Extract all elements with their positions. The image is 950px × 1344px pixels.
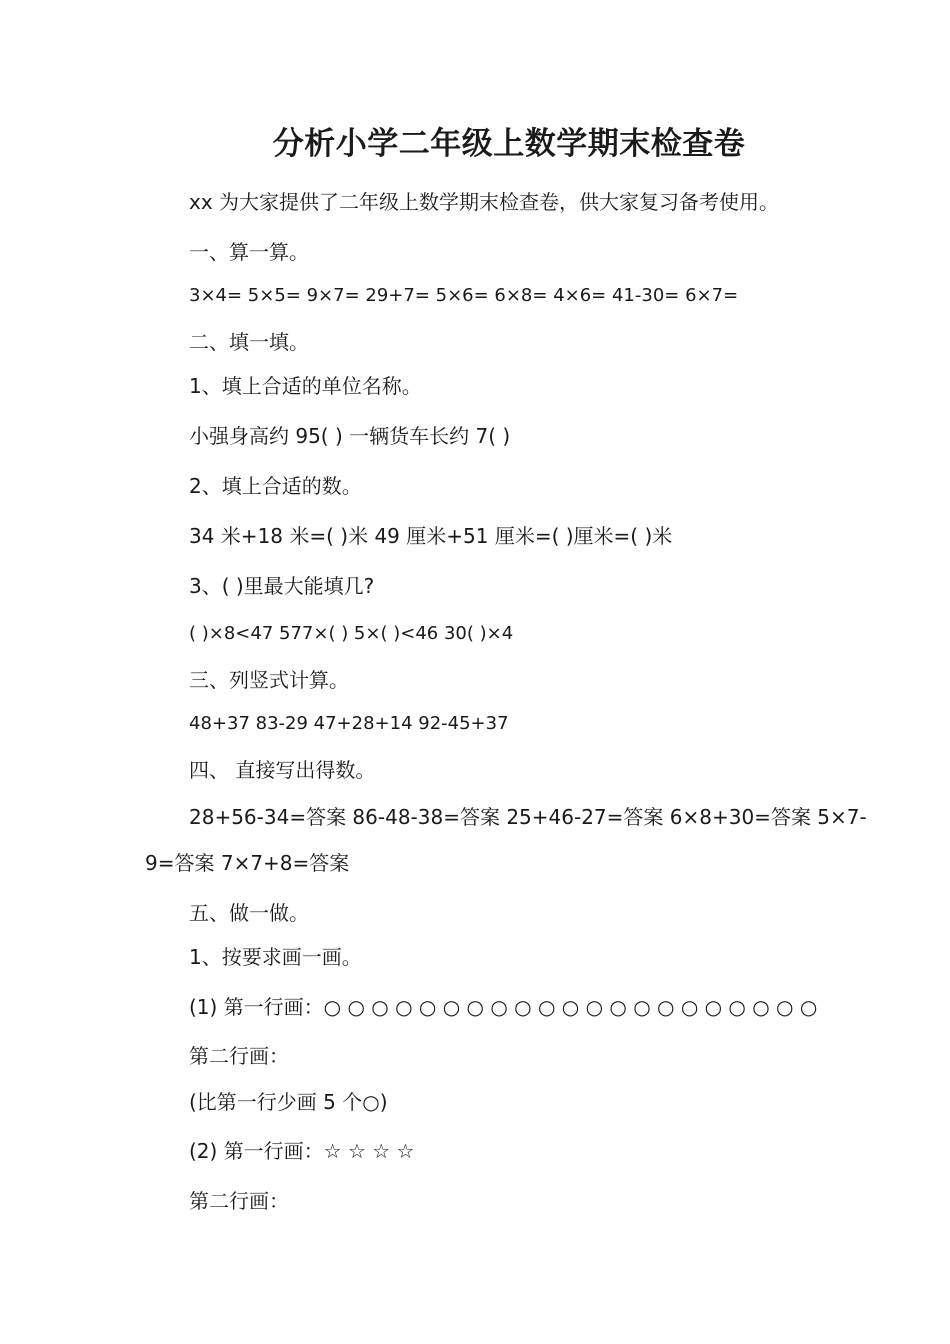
drawing-task-2-row-1: (2) 第一行画：☆ ☆ ☆ ☆	[189, 1139, 415, 1163]
section-heading-1: 一、算一算。	[189, 240, 309, 264]
direct-answer-problems-continued: 9=答案 7×7+8=答案	[145, 851, 350, 875]
section-heading-5: 五、做一做。	[189, 901, 309, 925]
section-heading-2: 二、填一填。	[189, 330, 309, 354]
question-3-title: 3、( )里最大能填几?	[189, 574, 375, 598]
direct-answer-problems: 28+56-34=答案 86-48-38=答案 25+46-27=答案 6×8+30=答案 5×7-	[189, 805, 867, 829]
intro-paragraph: xx 为大家提供了二年级上数学期末检查卷，供大家复习备考使用。	[189, 190, 780, 214]
drawing-task-1-row-1: (1) 第一行画：○ ○ ○ ○ ○ ○ ○ ○ ○ ○ ○ ○ ○ ○ ○ ○ ○ ○ ○ ○ ○	[189, 995, 818, 1019]
drawing-task-1-row-2: 第二行画：	[189, 1044, 289, 1068]
section-heading-3: 三、列竖式计算。	[189, 668, 349, 692]
vertical-calculation-problems: 48+37 83-29 47+28+14 92-45+37	[189, 713, 509, 734]
document-title: 分析小学二年级上数学期末检查卷	[272, 126, 746, 162]
drawing-task-1-hint: (比第一行少画 5 个○)	[189, 1090, 388, 1114]
question-3-content: ( )×8<47 577×( ) 5×( )<46 30( )×4	[189, 623, 514, 644]
section-heading-4: 四、 直接写出得数。	[189, 758, 376, 782]
question-2-content: 34 米+18 米=( )米 49 厘米+51 厘米=( )厘米=( )米	[189, 524, 673, 548]
question-1-title: 1、填上合适的单位名称。	[189, 374, 422, 398]
arithmetic-problems: 3×4= 5×5= 9×7= 29+7= 5×6= 6×8= 4×6= 41-30= 6×7=	[189, 285, 739, 306]
drawing-task-2-row-2: 第二行画：	[189, 1189, 289, 1213]
drawing-task-title: 1、按要求画一画。	[189, 945, 362, 969]
question-2-title: 2、填上合适的数。	[189, 474, 362, 498]
question-1-content: 小强身高约 95( ) 一辆货车长约 7( )	[189, 424, 511, 448]
